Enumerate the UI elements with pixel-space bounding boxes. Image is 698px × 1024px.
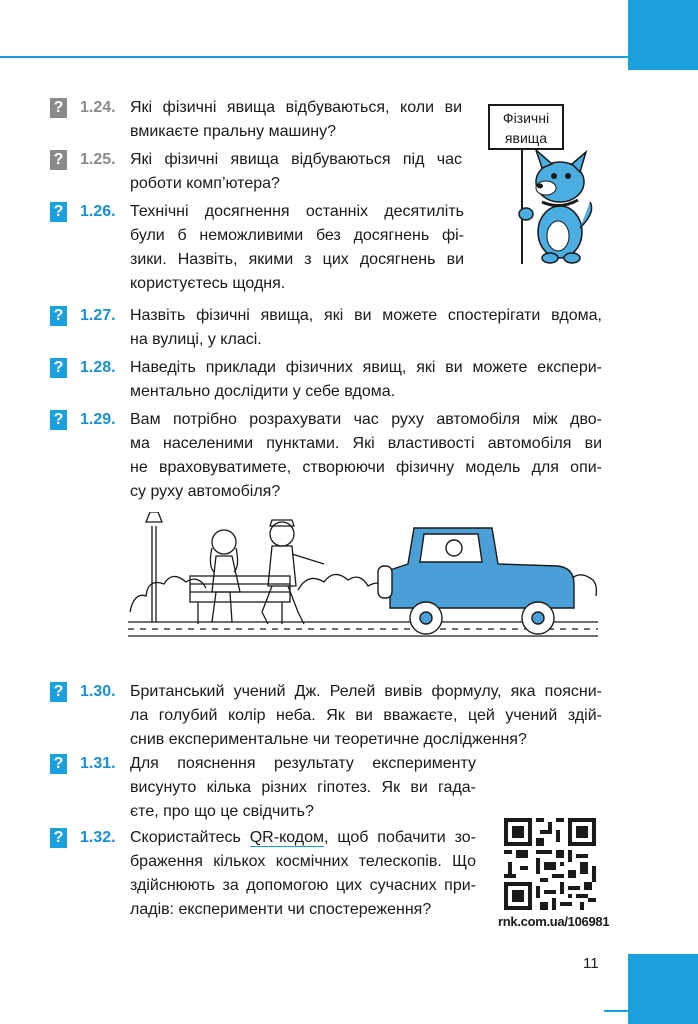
task-text: Британський учений Дж. Релей вивів формулу, яка поясни- ла голубий колір неба. Як ви вважаєте, цей учений здій- снив експериментальне чи теоретичне дослідження?	[130, 683, 602, 748]
task-text: Наведіть приклади фізичних явищ, які ви можете експери- ментально дослідити у себе вдома.	[130, 359, 602, 400]
task-number: 1.27.	[80, 307, 116, 324]
girl-head	[212, 530, 236, 554]
question-mark-icon: ?	[50, 358, 67, 378]
car	[378, 528, 574, 634]
boy-body	[268, 546, 296, 586]
task-1-30	[50, 680, 602, 752]
task-number: 1.26.	[80, 203, 116, 220]
task-1-25	[50, 148, 476, 196]
task-1-28	[50, 356, 602, 404]
park-car-illustration	[128, 512, 598, 658]
task-text: Які фізичні явища відбуваються під час роботи комп’ютера?	[130, 151, 462, 192]
dog-paw-hand	[519, 208, 533, 220]
task-text: Вам потрібно розрахувати час руху автомобіля між дво- ма населеними пунктами. Які властивості автомобіля ви не враховуватимете, створюючи фізичну модель для опи- су руху автомобіля?	[130, 411, 602, 500]
question-mark-icon: ?	[50, 410, 67, 430]
task-number: 1.31.	[80, 755, 116, 772]
task-number: 1.28.	[80, 359, 116, 376]
question-mark-icon: ?	[50, 202, 67, 222]
qr-code-link[interactable]: QR-кодом	[249, 829, 325, 846]
car-window	[420, 534, 482, 562]
task-text: Скористайтесь QR-кодом, щоб побачити зо- браження кількох космічних телескопів. Що здійснюють за допомогою цих сучасних при- ладів: експерименти чи спостереження?	[130, 829, 477, 918]
question-mark-icon: ?	[50, 306, 67, 326]
task-text: Технічні досягнення останніх десятиліть були б неможливими без досягнень фі- зики. Назвіть, якими з цих досягнень ви користуєтесь щодня.	[130, 203, 464, 292]
task-1-31	[50, 752, 478, 824]
footer-tab	[628, 954, 698, 1024]
task-text: Які фізичні явища відбуваються, коли ви вмикаєте пральну машину?	[130, 99, 462, 140]
qr-code[interactable]	[504, 818, 596, 910]
question-mark-icon: ?	[50, 682, 67, 702]
girl-body	[212, 556, 240, 592]
footer-rule	[604, 1010, 628, 1012]
task-number: 1.24.	[80, 99, 116, 116]
task-text: Для пояснення результату експерименту висунуто кілька різних гіпотез. Як ви гада- єте, про що це свідчить?	[130, 755, 476, 820]
dog-foot	[542, 253, 558, 263]
spare-wheel	[378, 566, 392, 598]
task-text: Назвіть фізичні явища, які ви можете спостерігати вдома, на вулиці, у класі.	[130, 307, 602, 348]
dog-eye	[551, 173, 557, 179]
task-number: 1.30.	[80, 683, 116, 700]
header-tab	[628, 0, 698, 70]
question-mark-icon: ?	[50, 98, 67, 118]
page-number: 11	[583, 955, 599, 972]
dog-ear-left	[536, 150, 552, 168]
task-1-26	[50, 200, 476, 296]
task-number: 1.29.	[80, 411, 116, 428]
dog-mascot-illustration	[510, 148, 600, 266]
car-body	[390, 528, 574, 608]
bench	[190, 576, 290, 602]
task-number: 1.32.	[80, 829, 116, 846]
task-1-24	[50, 96, 476, 144]
qr-link-caption: rnk.com.ua/106981	[498, 914, 610, 929]
dog-foot	[564, 253, 580, 263]
physical-phenomena-sign: Фізичні явища	[488, 104, 564, 150]
question-mark-icon: ?	[50, 150, 67, 170]
header-rule	[0, 56, 628, 58]
task-number: 1.25.	[80, 151, 116, 168]
question-mark-icon: ?	[50, 828, 67, 848]
dog-eye	[565, 173, 571, 179]
dog-belly	[547, 221, 569, 251]
dog-nose	[537, 184, 543, 189]
task-1-27	[50, 304, 602, 352]
question-mark-icon: ?	[50, 754, 67, 774]
dog-tail	[580, 202, 592, 228]
task-1-32	[50, 826, 478, 922]
task-1-29	[50, 408, 602, 504]
